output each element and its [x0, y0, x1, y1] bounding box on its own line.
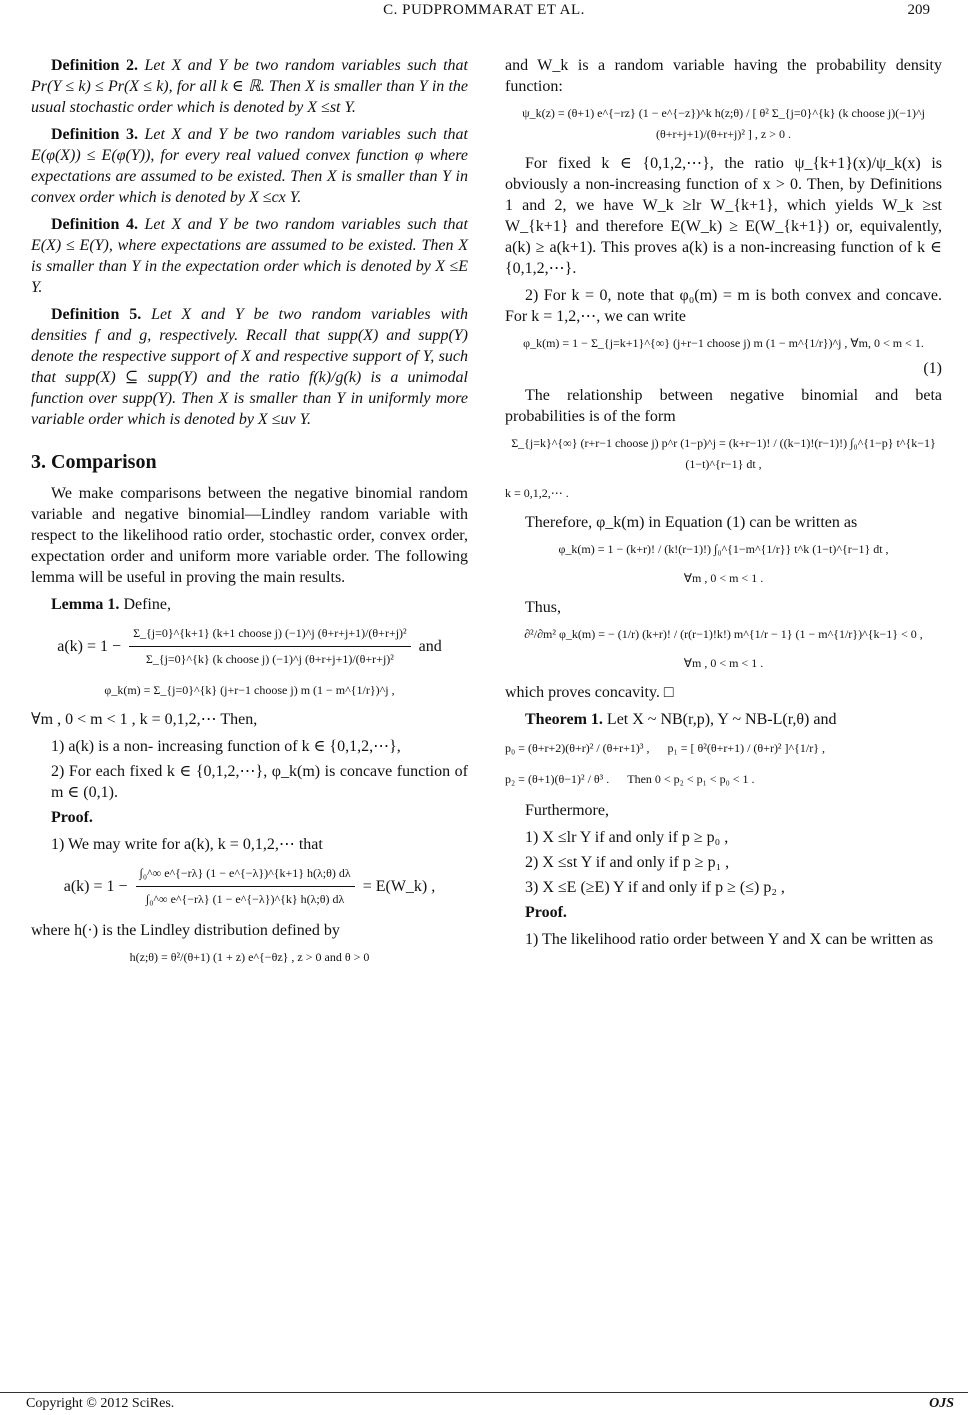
equation-p2: p₂ = (θ+1)(θ−1)² / θ³ .: [505, 772, 610, 786]
right-paragraph-5: Thus,: [525, 599, 561, 616]
equation-phi: φ_k(m) = Σ_{j=0}^{k} (j+r−1 choose j) m (1 − m^{1/r})^j ,: [104, 683, 395, 697]
right-paragraph-1: For fixed k ∈ {0,1,2,⋯}, the ratio ψ_{k+1}(x)/ψ_k(x) is obviously a non-increasing function of x > 0. Then, by Definitions 1 and 2, we have W_k ≥lr W_{k+1}, which yields W_k ≥st W_{k+1} and therefore E(W_k) ≥ E(W_{k+1}) or, equivalently, a(k) ≥ a(k+1). This proves a(k) is a non-increasing function of k ∈ {0,1,2,⋯}.: [505, 155, 942, 277]
theorem-items: [505, 827, 942, 898]
equation-beta: Σ_{j=k}^{∞} (r+r−1 choose j) p^r (1−p)^j = (k+r−1)! / ((k−1)!(r−1)!) ∫₀^{1−p} t^{k−1} (1−t)^{r−1} dt ,: [511, 436, 936, 471]
equation-p0-p1: [505, 738, 942, 759]
equation-p1: p₁ = [ θ²(θ+r+1) / (θ+r)² ]^{1/r} ,: [667, 741, 826, 755]
definition-2: [31, 55, 468, 118]
right-intro: and W_k is a random variable having the probability density function:: [505, 57, 942, 95]
lemma-condition: ∀m , 0 < m < 1 , k = 0,1,2,⋯ Then,: [31, 711, 258, 728]
lemma-label: Lemma 1.: [51, 596, 120, 613]
lemma-define: Define,: [123, 596, 171, 613]
theorem-item-3: 3) X ≤E (≥E) Y if and only if p ≥ (≤) p₂ ,: [525, 879, 785, 896]
definition-4-label: Definition 4.: [51, 216, 138, 233]
equation-beta-k: k = 0,1,2,⋯ .: [505, 486, 569, 500]
theorem-label: Theorem 1.: [525, 711, 603, 728]
right-paragraph-3: The relationship between negative binomial and beta probabilities is of the form: [505, 387, 942, 425]
equation-lindley: h(z;θ) = θ²/(θ+1) (1 + z) e^{−θz} , z > 0 and θ > 0: [129, 950, 370, 964]
definition-2-text: Let X and Y be two random variables such that Pr(Y ≤ k) ≤ Pr(X ≤ k), for all k ∈ ℝ. Then X is smaller than Y in the usual stochastic order which is denoted by X ≤st Y.: [31, 57, 468, 116]
proof-part-1: 1) We may write for a(k), k = 0,1,2,⋯ that: [51, 836, 323, 853]
equation-p0: p₀ = (θ+r+2)(θ+r)² / (θ+r+1)³ ,: [505, 741, 650, 755]
theorem-text: Let X ~ NB(r,p), Y ~ NB-L(r,θ) and: [606, 711, 837, 728]
theorem-1: [505, 709, 942, 730]
lemma-item-2: 2) For each fixed k ∈ {0,1,2,⋯}, φ_k(m) is concave function of m ∈ (0,1).: [51, 763, 468, 801]
page-footer: [0, 1392, 968, 1414]
theorem-item-2: 2) X ≤st Y if and only if p ≥ p₁ ,: [525, 854, 730, 871]
right-column: [505, 55, 942, 956]
equation-a-fraction: [129, 623, 411, 670]
right-paragraph-6: which proves concavity. □: [505, 684, 674, 701]
definition-5-label: Definition 5.: [51, 306, 142, 323]
equation-phi-integral-condition: ∀m , 0 < m < 1 .: [683, 571, 764, 585]
where-h: where h(·) is the Lindley distribution defined by: [31, 922, 340, 939]
definition-5: [31, 304, 468, 430]
definition-4-text: Let X and Y be two random variables such that E(X) ≤ E(Y), where expectations are assumed to be existed. Then X is smaller than Y in the expectation order which is denoted by X ≤E Y.: [31, 216, 468, 296]
running-header: [30, 0, 938, 28]
definition-4: [31, 214, 468, 298]
equation-p2-row: [505, 769, 942, 790]
copyright: Copyright © 2012 SciRes.: [26, 1396, 175, 1411]
definition-2-label: Definition 2.: [51, 57, 138, 74]
right-paragraph-4: Therefore, φ_k(m) in Equation (1) can be written as: [525, 514, 858, 531]
furthermore: Furthermore,: [525, 802, 609, 819]
equation-p2-then: Then 0 < p₂ < p₁ < p₀ < 1 .: [627, 772, 755, 786]
right-paragraph-2: 2) For k = 0, note that φ₀(m) = m is both convex and concave. For k = 1,2,⋯, we can write: [505, 287, 942, 325]
definition-3-text: Let X and Y be two random variables such that E(φ(X)) ≤ E(φ(Y)), for every real valued convex function φ where expectations are assumed to be existed. Then X is smaller than Y in convex order which is denoted by X ≤cx Y.: [31, 126, 468, 206]
lemma-item-1: 1) a(k) is a non- increasing function of k ∈ {0,1,2,⋯},: [51, 738, 401, 755]
equation-second-derivative: ∂²/∂m² φ_k(m) = − (1/r) (k+r)! / (r(r−1)!k!) m^{1/r − 1} (1 − m^{1/r})^{k−1} < 0 ,: [524, 627, 923, 641]
equation-second-derivative-condition: ∀m , 0 < m < 1 .: [683, 656, 764, 670]
section-intro: We make comparisons between the negative binomial random variable and negative binomial—Lindley random variable with respect to the likelihood ratio order, stochastic order, convex order, expectation order and uniform more variable order. The following lemma will be useful in proving the main results.: [31, 485, 468, 586]
footer-rule: [0, 1392, 968, 1393]
left-column: [31, 55, 468, 976]
equation-a-and: and: [418, 638, 442, 655]
lemma-items: [31, 736, 468, 803]
equation-a-numerator: Σ_{j=0}^{k+1} (k+1 choose j) (−1)^j (θ+r+j+1)/(θ+r+j)²: [129, 623, 411, 647]
equation-integral-denominator: ∫₀^∞ e^{−rλ} (1 − e^{−λ})^{k} h(λ;θ) dλ: [145, 892, 345, 906]
section-title: 3. Comparison: [31, 451, 157, 473]
equation-phi-integral: φ_k(m) = 1 − (k+r)! / (k!(r−1)!) ∫₀^{1−m^{1/r}} t^k (1−t)^{r−1} dt ,: [558, 542, 889, 556]
lemma-1: [31, 594, 468, 615]
theorem-proof-text: 1) The likelihood ratio order between Y and X can be written as: [525, 931, 934, 948]
equation-integral-numerator: ∫₀^∞ e^{−rλ} (1 − e^{−λ})^{k+1} h(λ;θ) dλ: [136, 863, 355, 887]
equation-a-k: [31, 623, 468, 670]
theorem-proof-label: Proof.: [525, 904, 567, 921]
proof-label: Proof.: [51, 809, 93, 826]
page-number: 209: [907, 2, 930, 18]
definition-5-text: Let X and Y be two random variables with densities f and g, respectively. Recall that supp(X) and supp(Y) denote the respective support of X and respective support of Y, such that supp(X) ⊆ supp(Y) and the ratio f(k)/g(k) is a unimodal function over supp(Y). Then X is smaller than Y in uniformly more variable order which is denoted by X ≤uv Y.: [31, 306, 469, 428]
equation-integral-lhs: a(k) = 1 −: [63, 878, 128, 895]
equation-1: φ_k(m) = 1 − Σ_{j=k+1}^{∞} (j+r−1 choose j) m (1 − m^{1/r})^j , ∀m, 0 < m < 1.: [523, 336, 924, 350]
journal-name: OJS: [929, 1396, 954, 1411]
equation-psi: ψ_k(z) = (θ+1) e^{−rz} (1 − e^{−z})^k h(z;θ) / [ θ² Σ_{j=0}^{k} (k choose j)(−1)^j (θ+r+j+1)/(θ+r+j)² ] , z > 0 .: [522, 106, 925, 141]
definition-3-label: Definition 3.: [51, 126, 138, 143]
equation-integral-rhs: = E(W_k) ,: [362, 878, 436, 895]
definition-3: [31, 124, 468, 208]
equation-integral: [31, 863, 468, 910]
running-head: C. PUDPROMMARAT ET AL.: [383, 2, 585, 18]
equation-a-lhs: a(k) = 1 −: [57, 638, 122, 655]
equation-a-denominator: Σ_{j=0}^{k} (k choose j) (−1)^j (θ+r+j+1)/(θ+r+j)²: [145, 652, 394, 666]
equation-number-1: (1): [923, 360, 942, 377]
equation-integral-fraction: [136, 863, 355, 910]
theorem-item-1: 1) X ≤lr Y if and only if p ≥ p₀ ,: [525, 829, 729, 846]
